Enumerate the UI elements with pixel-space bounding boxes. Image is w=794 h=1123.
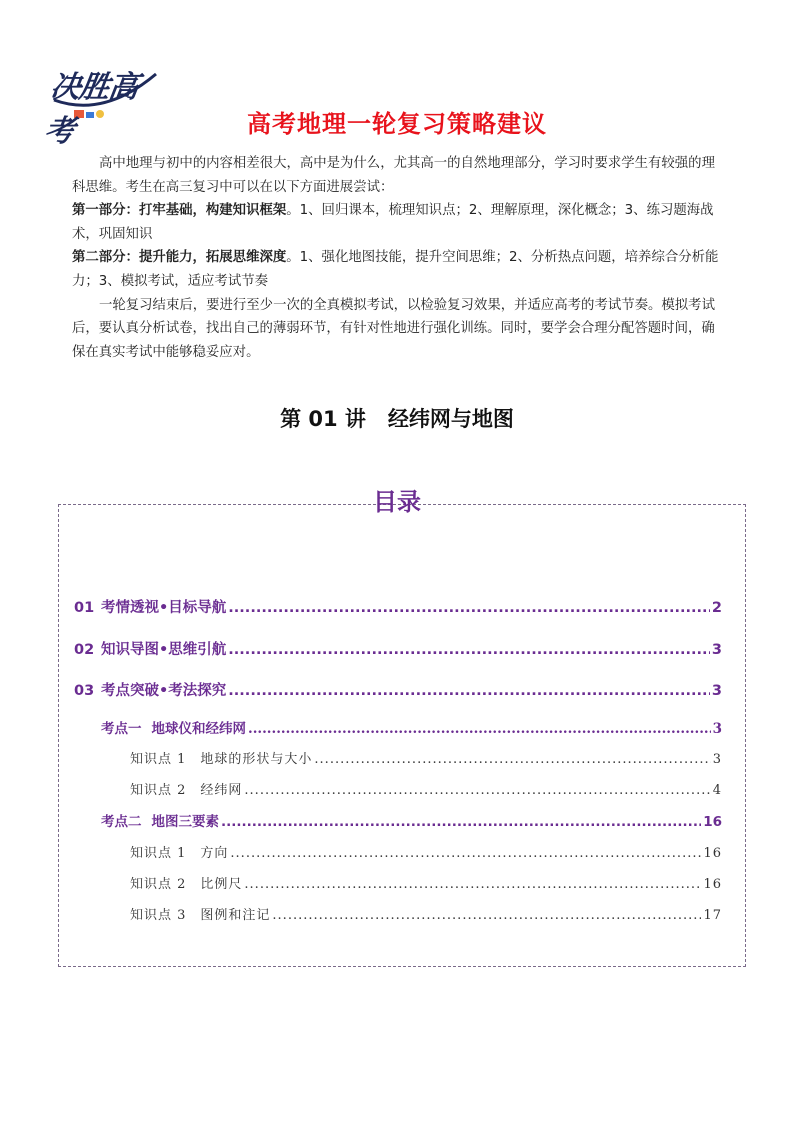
toc-entry-label: 考情透视•目标导航 [101, 600, 227, 616]
toc-entry-number: 01 [74, 600, 95, 616]
toc-point-title: 地球仪和经纬网 [151, 721, 246, 737]
part-one-heading: 第一部分：打牢基础，构建知识框架 [72, 203, 287, 219]
toc-entry[interactable] [74, 596, 722, 617]
toc-entry-page: 2 [711, 600, 722, 616]
toc-item-page: 3 [712, 752, 722, 767]
toc-entry[interactable] [74, 638, 722, 659]
toc-item-label: 知识点 2 [130, 877, 187, 892]
toc-entry[interactable] [74, 679, 722, 700]
intro-paragraph-1: 高中地理与初中的内容相差很大，高中是为什么，尤其高一的自然地理部分，学习时要求学生有较强的理科思维。考生在高三复习中可以在以下方面进展尝试： [72, 156, 715, 195]
intro-paragraph-3 [72, 246, 722, 293]
toc-knowledge-point[interactable] [130, 873, 722, 892]
toc-knowledge-point[interactable] [130, 904, 722, 923]
toc-item-page: 16 [703, 877, 722, 892]
toc-point-title: 地图三要素 [151, 814, 219, 830]
toc-point-label: 考点二 [101, 814, 142, 830]
page-title: 高考地理一轮复习策略建议 [247, 110, 547, 138]
part-one-text: 。1、回归课本，梳理知识点；2、理解原理，深化概念；3、练习题海战术，巩固知识 [72, 203, 714, 242]
toc-item-label: 知识点 3 [130, 908, 187, 923]
toc-item-page: 16 [703, 846, 722, 861]
toc-point-page: 16 [703, 814, 722, 830]
toc-exam-point[interactable] [101, 810, 722, 830]
toc-leader-dots [244, 783, 710, 798]
toc-leader-dots [228, 683, 710, 699]
toc-item-page: 4 [712, 783, 722, 798]
toc-entry-number: 02 [74, 642, 95, 658]
toc-knowledge-point[interactable] [130, 779, 722, 798]
part-two-text: 。1、强化地图技能，提升空间思维；2、分析热点问题，培养综合分析能力；3、模拟考试，适应考试节奏 [72, 250, 719, 289]
toc-exam-point[interactable] [101, 717, 722, 737]
toc-entry-label: 知识导图•思维引航 [101, 642, 227, 658]
toc-knowledge-point[interactable] [130, 748, 722, 767]
toc-item-page: 17 [703, 908, 722, 923]
toc-leader-dots [272, 908, 701, 923]
lecture-title [0, 403, 794, 433]
lecture-name: 经纬网与地图 [387, 407, 514, 431]
toc-leader-dots [314, 752, 710, 767]
toc-item-label: 知识点 1 [130, 846, 187, 861]
intro-section [72, 152, 722, 364]
intro-paragraph-2 [72, 199, 722, 246]
toc-heading: 目录 [373, 488, 421, 516]
toc-item-title: 方向 [200, 846, 229, 861]
toc-point-page: 3 [712, 721, 722, 737]
toc-point-label: 考点一 [101, 721, 142, 737]
toc-leader-dots [248, 721, 711, 737]
toc-entry-number: 03 [74, 683, 95, 699]
part-two-heading: 第二部分：提升能力，拓展思维深度 [72, 250, 287, 266]
toc-item-title: 地球的形状与大小 [200, 752, 313, 767]
toc-item-title: 比例尺 [200, 877, 243, 892]
toc-leader-dots [228, 642, 710, 658]
toc-entry-page: 3 [711, 642, 722, 658]
toc-leader-dots [228, 600, 710, 616]
toc-entry-label: 考点突破•考法探究 [101, 683, 227, 699]
toc-item-label: 知识点 1 [130, 752, 187, 767]
toc-item-title: 经纬网 [200, 783, 243, 798]
toc-item-label: 知识点 2 [130, 783, 187, 798]
intro-paragraph-4: 一轮复习结束后，要进行至少一次的全真模拟考试，以检验复习效果，并适应高考的考试节奏。模拟考试后，要认真分析试卷，找出自己的薄弱环节，有针对性地进行强化训练。同时，要学会合理分配答题时间，确保在真实考试中能够稳妥应对。 [72, 297, 715, 360]
toc-leader-dots [221, 814, 701, 830]
logo-text: 决胜高考 [41, 70, 141, 149]
toc-leader-dots [244, 877, 701, 892]
toc-item-title: 图例和注记 [200, 908, 271, 923]
toc-leader-dots [230, 846, 701, 861]
toc-knowledge-point[interactable] [130, 842, 722, 861]
toc-entry-page: 3 [711, 683, 722, 699]
lecture-number: 第 01 讲 [280, 407, 366, 431]
